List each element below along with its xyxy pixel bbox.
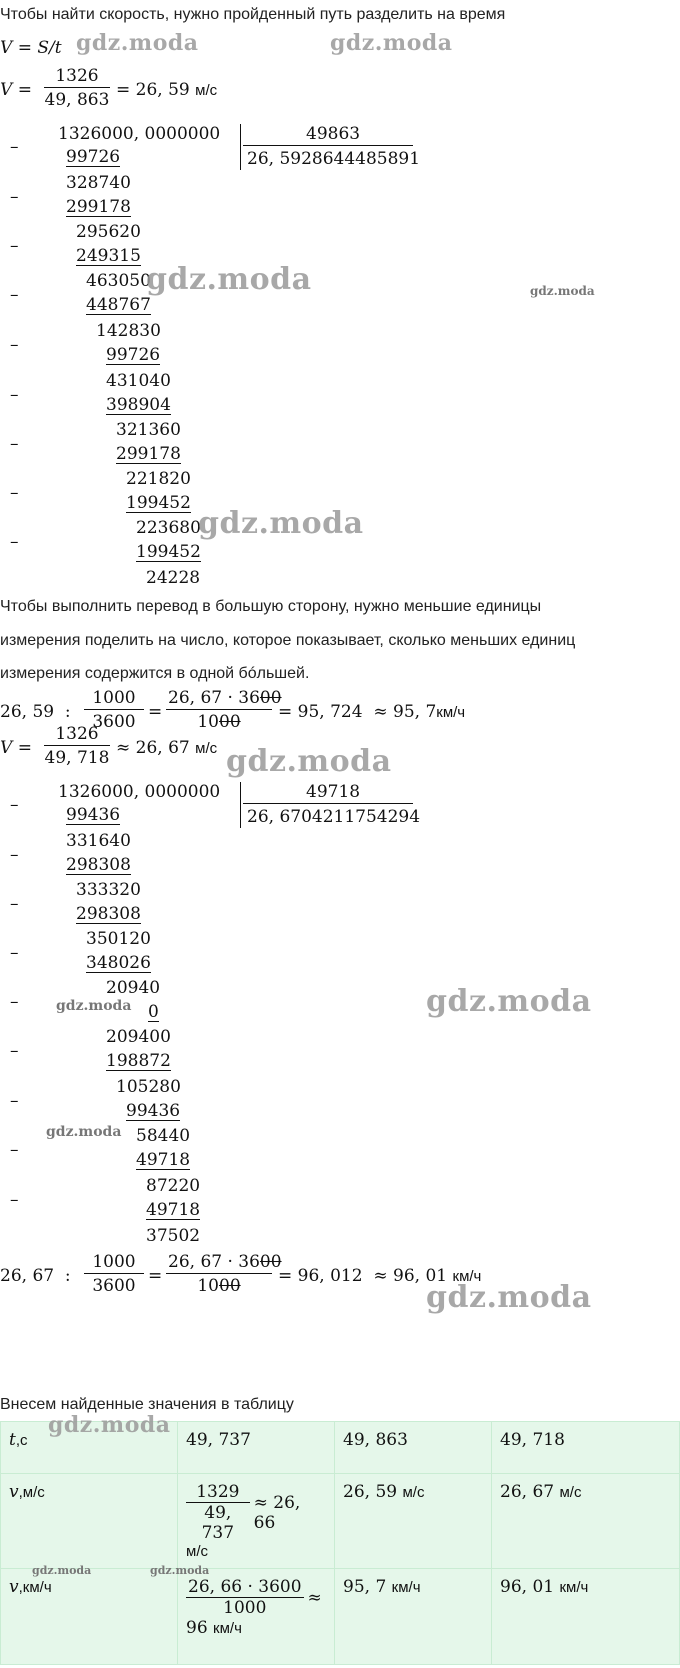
div1-step: 223680 xyxy=(136,518,201,538)
table-intro-text: Внесем найденные значения в таблицу xyxy=(0,1396,294,1413)
div2-step: 49718 xyxy=(136,1150,191,1170)
div1-quotient: 26, 5928644485891 xyxy=(247,149,421,169)
div1-step: 142830 xyxy=(96,321,161,341)
div1-bracket xyxy=(240,124,241,170)
div1-step: 463050 xyxy=(86,271,151,291)
row-label-t: t,с xyxy=(1,1422,178,1474)
calc1-fraction: $\frac{1326}{49, 863}$ xyxy=(44,66,110,110)
div1-step: 431040 xyxy=(106,371,171,391)
div1-step: 99726 xyxy=(106,345,161,365)
div2-step: 20940 xyxy=(106,978,161,998)
div1-divisor: 49863 xyxy=(306,124,361,144)
conv2-result: = 96, 012 ≈ 96, 01 км/ч xyxy=(278,1266,482,1286)
calc2-result: ≈ 26, 67 м/с xyxy=(116,738,218,758)
watermark: gdz.moda xyxy=(330,30,453,56)
cell-v-ms-2: 26, 59 м/с xyxy=(335,1474,492,1569)
calc1-result: = 26, 59 м/с xyxy=(116,80,218,100)
div2-step: 333320 xyxy=(76,880,141,900)
watermark: gdz.moda xyxy=(46,1124,122,1140)
conv2-value: 26, 67 : xyxy=(0,1266,71,1286)
watermark: gdz.moda xyxy=(76,30,199,56)
div2-step: 209400 xyxy=(106,1027,171,1047)
cell-v-kmh-3: 96, 01 км/ч xyxy=(492,1569,680,1665)
div1-step: 299178 xyxy=(66,197,131,217)
div1-step: 299178 xyxy=(116,444,181,464)
div1-step: 249315 xyxy=(76,246,141,266)
conversion-text-3: измерения содержится в одной бóльшей. xyxy=(0,665,310,682)
div1-step: 199452 xyxy=(126,493,191,513)
div2-step: 99436 xyxy=(126,1101,181,1121)
watermark: gdz.moda xyxy=(146,262,312,297)
div1-step: 398904 xyxy=(106,395,171,415)
div2-step: 348026 xyxy=(86,953,151,973)
div2-step: 350120 xyxy=(86,929,151,949)
div1-dividend: 1326000, 0000000 xyxy=(58,124,221,144)
div2-bracket xyxy=(240,782,241,828)
div2-step: 99436 xyxy=(66,805,121,825)
div2-step: 298308 xyxy=(66,855,131,875)
div1-step: 295620 xyxy=(76,222,141,242)
watermark: gdz.moda xyxy=(426,984,592,1019)
cell-v-ms-3: 26, 67 м/с xyxy=(492,1474,680,1569)
cell-v-kmh-1: $\frac{26, 66 \cdot 3600}{1000}$ ≈ 96 км/ч xyxy=(178,1569,335,1665)
conversion-text-1: Чтобы выполнить перевод в большую сторону, нужно меньшие единицы xyxy=(0,598,542,615)
watermark: gdz.moda xyxy=(48,1412,171,1438)
div1-step: 321360 xyxy=(116,420,181,440)
table-row-speed-ms xyxy=(1,1474,680,1569)
row-label-v-kmh: v,км/ч xyxy=(1,1569,178,1665)
conv2-fraction: $\frac{1000}{3600}$ xyxy=(84,1252,144,1296)
div2-step: 58440 xyxy=(136,1126,191,1146)
div1-step: 99726 xyxy=(66,147,121,167)
conv1-value: 26, 59 : xyxy=(0,702,71,722)
watermark: gdz.moda xyxy=(150,1564,210,1577)
formula-v-s-t: V = S/t xyxy=(0,38,62,58)
watermark: gdz.moda xyxy=(198,506,364,541)
div2-step: 49718 xyxy=(146,1200,201,1220)
cell-t-2: 49, 863 xyxy=(335,1422,492,1474)
div2-step: 298308 xyxy=(76,904,141,924)
conv1-fraction-2: $\frac{26, 67 \cdot 3600}{1000}$ xyxy=(168,688,282,732)
cell-v-ms-1: $\frac{1329}{49, 737}$ ≈ 26, 66 м/с xyxy=(178,1474,335,1569)
watermark: gdz.moda xyxy=(426,1280,592,1315)
div2-dividend: 1326000, 0000000 xyxy=(58,782,221,802)
div2-step: 0 xyxy=(148,1002,159,1022)
watermark: gdz.moda xyxy=(56,998,132,1014)
table-row-speed-kmh xyxy=(1,1569,680,1665)
watermark: gdz.moda xyxy=(32,1564,92,1577)
div1-step: 24228 xyxy=(146,568,201,588)
div2-step: 198872 xyxy=(106,1051,171,1071)
conv1-fraction: $\frac{1000}{3600}$ xyxy=(84,688,144,732)
results-table xyxy=(0,1421,680,1665)
div1-step: 448767 xyxy=(86,295,151,315)
conv2-fraction-2: $\frac{26, 67 \cdot 3600}{1000}$ xyxy=(168,1252,282,1296)
speed-rule-text: Чтобы найти скорость, нужно пройденный путь разделить на время xyxy=(0,6,506,23)
div1-step: 199452 xyxy=(136,542,201,562)
div2-step: 105280 xyxy=(116,1077,181,1097)
div2-divisor: 49718 xyxy=(306,782,361,802)
cell-t-1: 49, 737 xyxy=(178,1422,335,1474)
calc2-fraction: $\frac{1326}{49, 718}$ xyxy=(44,724,110,768)
div2-step: 331640 xyxy=(66,831,131,851)
conversion-text-2: измерения поделить на число, которое показывает, сколько меньших единиц xyxy=(0,632,576,649)
row-label-v-ms: v,м/с xyxy=(1,1474,178,1569)
cell-v-kmh-2: 95, 7 км/ч xyxy=(335,1569,492,1665)
div2-step: 87220 xyxy=(146,1176,201,1196)
watermark: gdz.moda xyxy=(530,284,595,298)
watermark: gdz.moda xyxy=(226,744,392,779)
div2-step: 37502 xyxy=(146,1226,201,1246)
div2-quotient: 26, 6704211754294 xyxy=(247,807,421,827)
cell-t-3: 49, 718 xyxy=(492,1422,680,1474)
conv1-result: = 95, 724 ≈ 95, 7км/ч xyxy=(278,702,466,722)
calc2-lhs: V = xyxy=(0,738,32,758)
calc1-lhs: V = xyxy=(0,80,32,100)
div1-step: 328740 xyxy=(66,173,131,193)
div1-step: 221820 xyxy=(126,469,191,489)
